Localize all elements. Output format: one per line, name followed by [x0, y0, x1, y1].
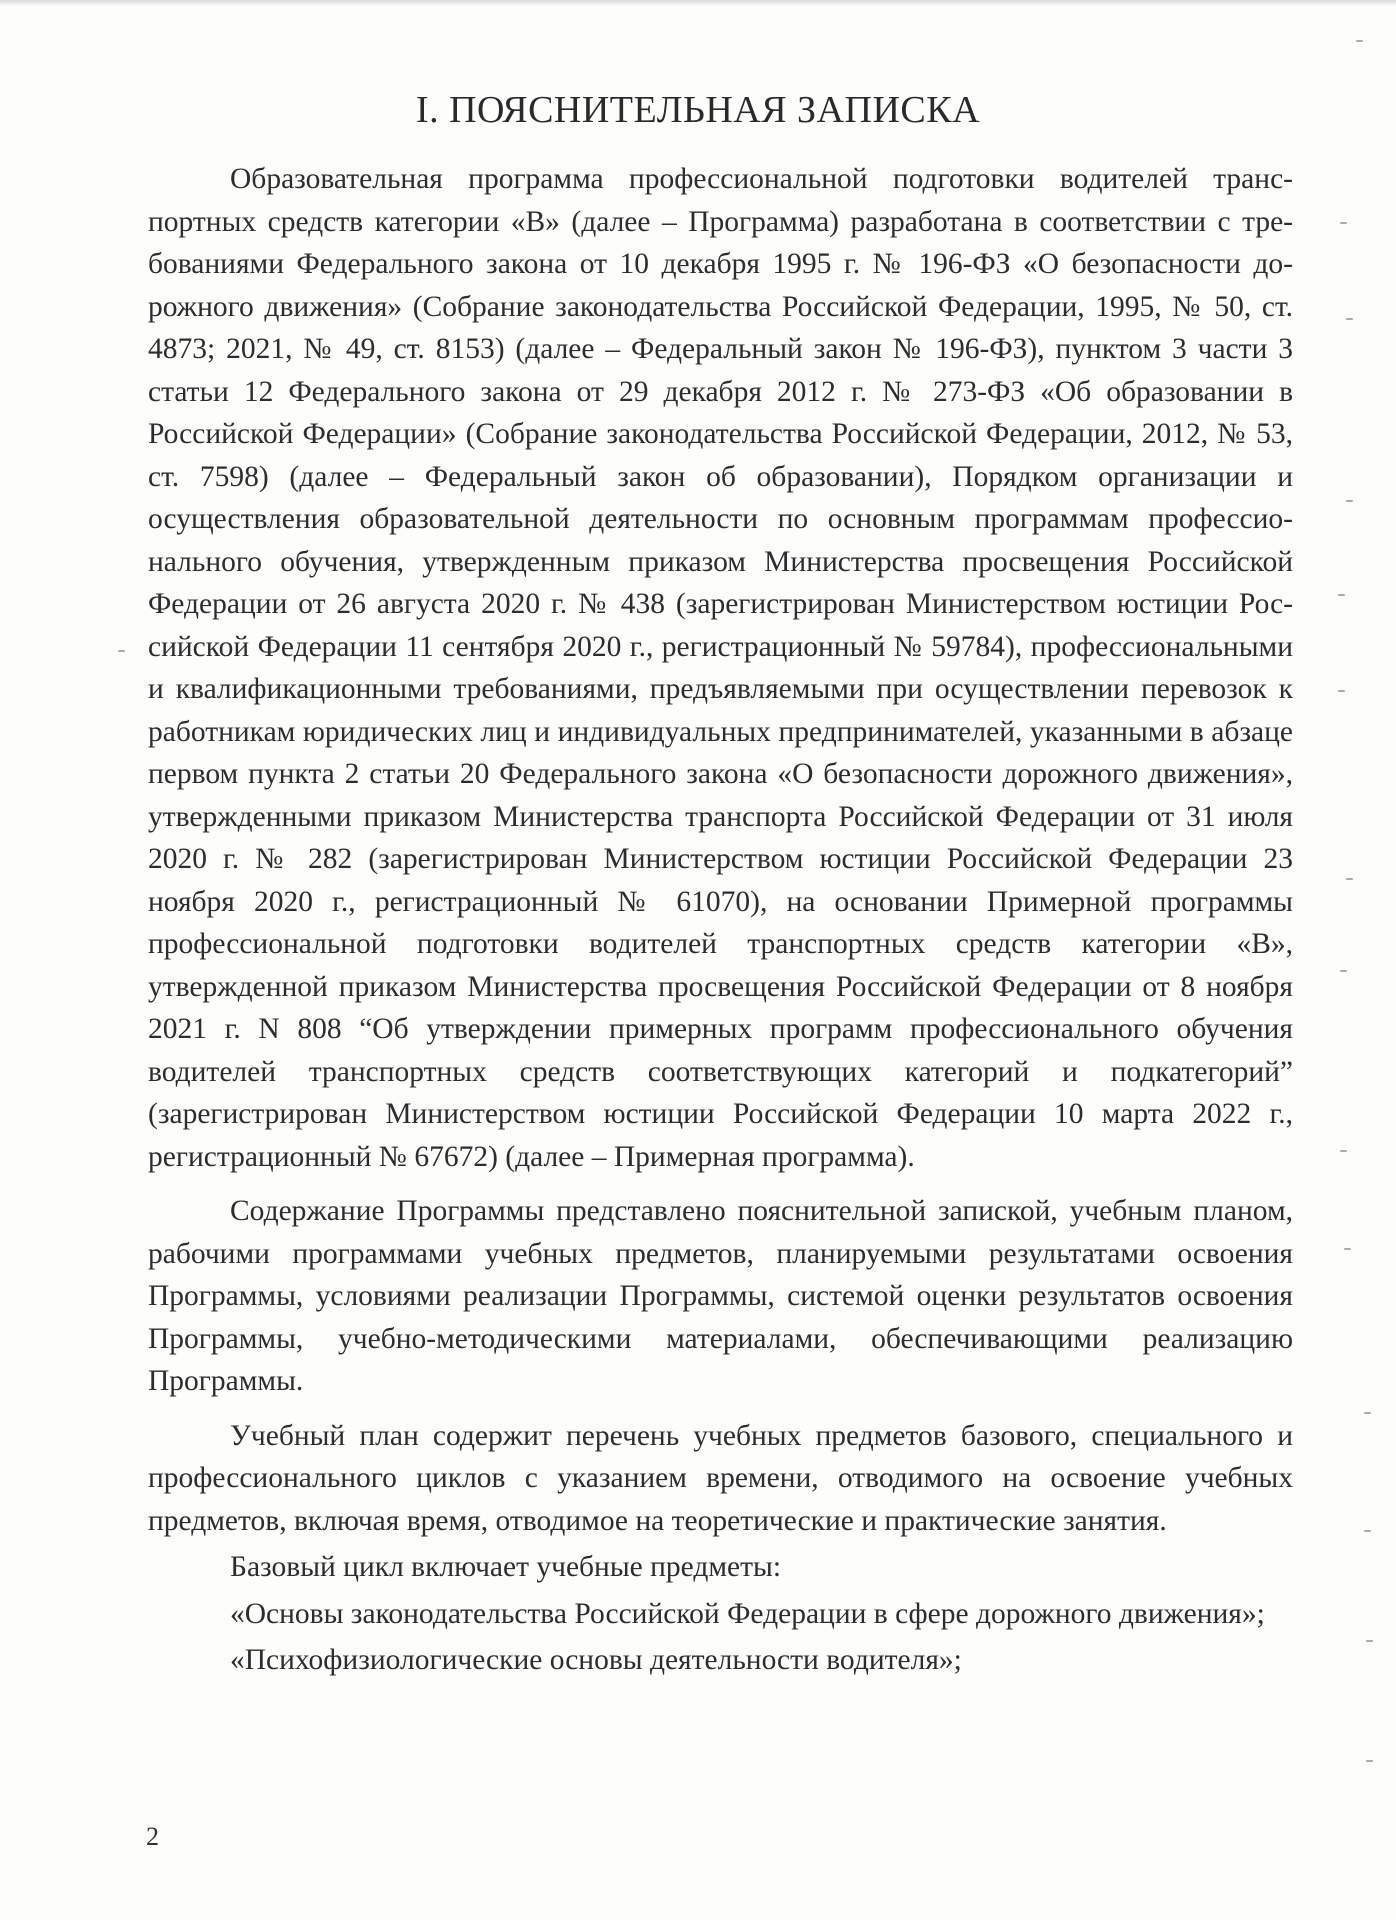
scan-artifact [1338, 690, 1345, 692]
paragraph-curriculum: Учебный план содержит перечень учебных предметов базового, специального и профессионального циклов с указанием времени, отводимого на освоение учебных предметов, включая время, отводимое на теоретические и практические занятия. [148, 1419, 1293, 1537]
page-number: 2 [146, 1822, 159, 1851]
scan-artifact [1338, 594, 1345, 596]
scan-artifact [1340, 970, 1347, 972]
paragraph-program-basis: Образовательная программа профессиональной подготовки водителей транспортных средств категории «В» (далее – Программа) разработана в соответствии с требованиями Федерального закона от 10 декабря 1995 г. № 196-ФЗ «О безопасности дорожного движения» (Собрание законодательства Российской Федерации, 1995, № 50, ст. 4873; 2021, № 49, ст. 8153) (далее – Федеральный закон № 196-ФЗ), пунктом 3 части 3 статьи 12 Федерального закона от 29 декабря 2012 г. № 273-ФЗ «Об образовании в Российской Федерации» (Собрание законодательства Российской Федерации, 2012, № 53, ст. 7598) (далее – Федеральный закон об образовании), Порядком организации и осуществления образовательной деятельности по основным программам профессионального обучения, утвержденным приказом Министерства просвещения Российской Федерации от 26 августа 2020 г. № 438 (зарегистрирован Министерством юстиции Российской Федерации 11 сентября 2020 г., регистрационный № 59784), профессиональными и квалификационными требованиями, предъявляемыми при осуществлении перевозок к работникам юридических лиц и индивидуальных предпринимателей, указанными в абзаце первом пункта 2 статьи 20 Федерального закона «О безопасности дорожного движения», утвержденными приказом Министерства транспорта Российской Федерации от 31 июля 2020 г. № 282 (зарегистрирован Министерством юстиции Российской Федерации 23 ноября 2020 г., регистрационный № 61070), на основании Примерной программы профессиональной подготовки водителей транспортных средств категории «В», утвержденной приказом Министерства просвещения Российской Федерации от 8 ноября 2021 г. N 808 “Об утверждении примерных программ профессионального обучения водителей транспортных средств соответствующих категорий и подкатегорий” (зарегистрирован Министерством юстиции Российской Федерации 10 марта 2022 г., регистрационный № 67672) (далее – Примерная программа). [148, 163, 1293, 1173]
scan-artifact [1346, 878, 1353, 880]
scan-artifact [1364, 1412, 1371, 1414]
scan-artifact [1356, 40, 1363, 42]
section-title: I. ПОЯСНИТЕЛЬНАЯ ЗАПИСКА [415, 89, 981, 131]
list-intro: Базовый цикл включает учебные предметы: [230, 1551, 782, 1583]
scan-top-edge [0, 0, 1396, 6]
scan-artifact [1364, 1530, 1371, 1532]
document-body [148, 158, 1293, 1682]
list-item: «Основы законодательства Российской Федерации в сфере дорожного движения»; [230, 1597, 1265, 1630]
scan-artifact [1340, 1150, 1347, 1152]
scan-artifact [1366, 1640, 1373, 1642]
scan-artifact [1346, 318, 1353, 320]
scan-artifact [1340, 222, 1347, 224]
scan-artifact [1366, 1760, 1373, 1762]
paragraph-program-content: Содержание Программы представлено пояснительной запиской, учебным планом, рабочими программами учебных предметов, планируемыми результатами освоения Программы, условиями реализации Программы, системой оценки результатов освоения Программы, учебно-методическими материалами, обеспечивающими реализацию Программы. [148, 1195, 1293, 1397]
list-item: «Психофизиологические основы деятельности водителя»; [230, 1644, 962, 1676]
scan-artifact [118, 650, 125, 652]
scan-artifact [1344, 1248, 1351, 1250]
scan-artifact [1346, 500, 1353, 502]
